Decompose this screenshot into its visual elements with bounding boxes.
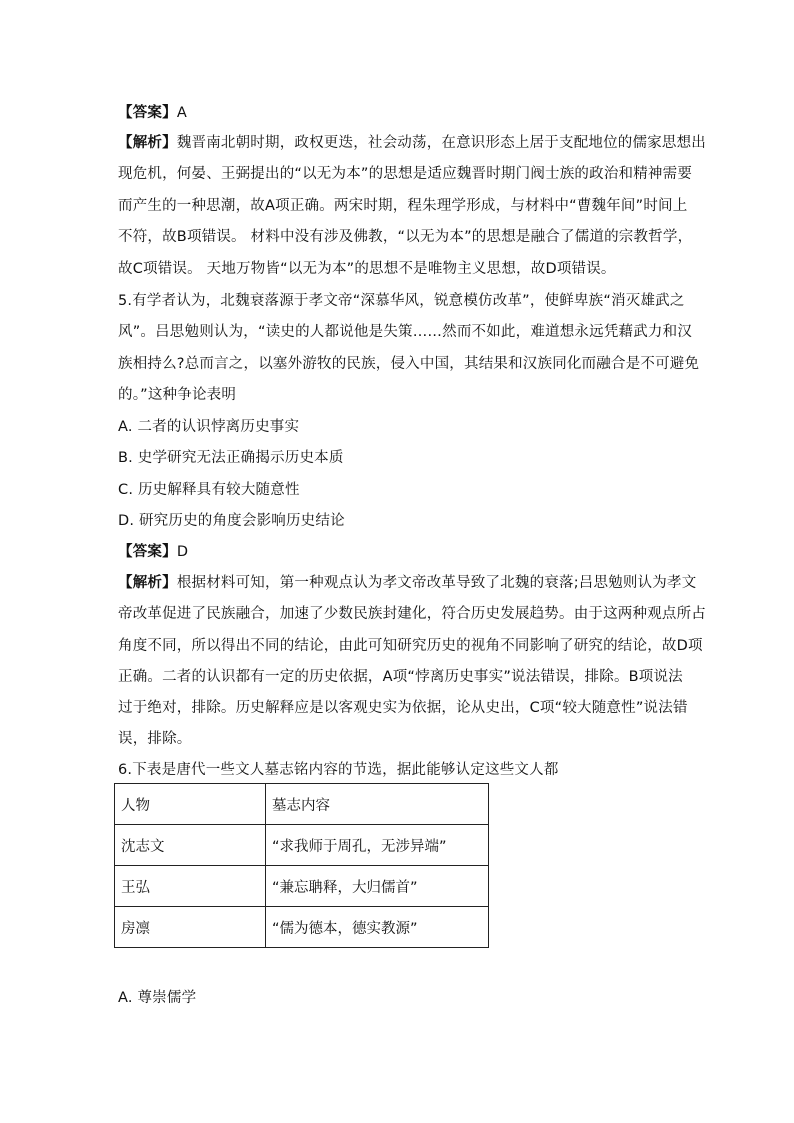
q5-option-c: C. 历史解释具有较大随意性 [118, 482, 300, 498]
q5-stem-line: 的。”这种争论表明 [118, 387, 237, 403]
q6-stem: 6.下表是唐代一些文人墓志铭内容的节选，据此能够认定这些文人都 [118, 762, 559, 778]
q5-analysis-line: 过于绝对，排除。历史解释应是以客观史实为依据，论从史出，C项“较大随意性”说法错 [118, 700, 688, 716]
q5-analysis-line [118, 573, 696, 593]
table-cell-epitaph: “兼忘聃释，大归儒首” [266, 866, 489, 907]
answer-value: A [176, 105, 187, 121]
q5-stem-line: 风”。吕思勉则认为，“读史的人都说他是失策……然而不如此，难道想永远凭藉武力和汉 [118, 324, 693, 340]
q4-analysis-line [118, 133, 706, 153]
q4-analysis-line: 不符，故B项错误。 材料中没有涉及佛教，“以无为本”的思想是融合了儒道的宗教哲学， [118, 229, 693, 245]
table-cell-epitaph: “儒为德本，德实教源” [266, 907, 489, 948]
q5-analysis-line: 角度不同，所以得出不同的结论，由此可知研究历史的视角不同影响了研究的结论，故D项 [118, 638, 703, 654]
answer-label: 【答案】 [118, 544, 177, 560]
q4-analysis-line: 故C项错误。 天地万物皆“以无为本”的思想不是唯物主义思想，故D项错误。 [118, 261, 616, 277]
analysis-label: 【解析】 [118, 135, 177, 151]
table-row [115, 866, 489, 907]
q5-option-b: B. 史学研究无法正确揭示历史本质 [118, 450, 344, 466]
q5-analysis-line: 误，排除。 [118, 731, 192, 747]
analysis-text: 魏晋南北朝时期，政权更迭，社会动荡，在意识形态上居于支配地位的儒家思想出 [176, 135, 707, 151]
table-cell-epitaph: “求我师于周孔，无涉异端” [266, 825, 489, 866]
table-cell-person: 王弘 [115, 866, 266, 907]
table-row [115, 825, 489, 866]
table-header-cell: 墓志内容 [266, 784, 489, 825]
q5-analysis-line: 帝改革促进了民族融合，加速了少数民族封建化，符合历史发展趋势。由于这两种观点所占 [118, 606, 706, 622]
answer-label: 【答案】 [118, 105, 177, 121]
q6-option-a: A. 尊崇儒学 [118, 990, 197, 1006]
q5-option-a: A. 二者的认识悖离历史事实 [118, 419, 300, 435]
analysis-text: 根据材料可知，第一种观点认为孝文帝改革导致了北魏的衰落;吕思勉则认为孝文 [176, 575, 697, 591]
table-row [115, 907, 489, 948]
q5-option-d: D. 研究历史的角度会影响历史结论 [118, 513, 345, 529]
q4-analysis-line: 现危机，何晏、王弼提出的“以无为本”的思想是适应魏晋时期门阀士族的政治和精神需要 [118, 166, 693, 182]
q5-stem-line: 5.有学者认为，北魏衰落源于孝文帝“深慕华风，锐意模仿改革”，使鲜卑族“消灭雄武之 [118, 293, 685, 309]
epitaph-table [114, 783, 489, 948]
q4-analysis-line: 而产生的一种思潮，故A项正确。两宋时期，程朱理学形成，与材料中“曹魏年间”时间上 [118, 198, 688, 214]
q5-answer [118, 542, 188, 562]
table-cell-person: 沈志文 [115, 825, 266, 866]
table-header-cell: 人物 [115, 784, 266, 825]
q4-answer [118, 103, 187, 123]
table-cell-person: 房凛 [115, 907, 266, 948]
q5-analysis-line: 正确。二者的认识都有一定的历史依据，A项“悖离历史事实”说法错误，排除。B项说法 [118, 669, 683, 685]
answer-value: D [176, 544, 189, 560]
q5-stem-line: 族相持么?总而言之，以塞外游牧的民族，侵入中国，其结果和汉族同化而融合是不可避免 [118, 356, 700, 372]
table-header-row [115, 784, 489, 825]
analysis-label: 【解析】 [118, 575, 177, 591]
